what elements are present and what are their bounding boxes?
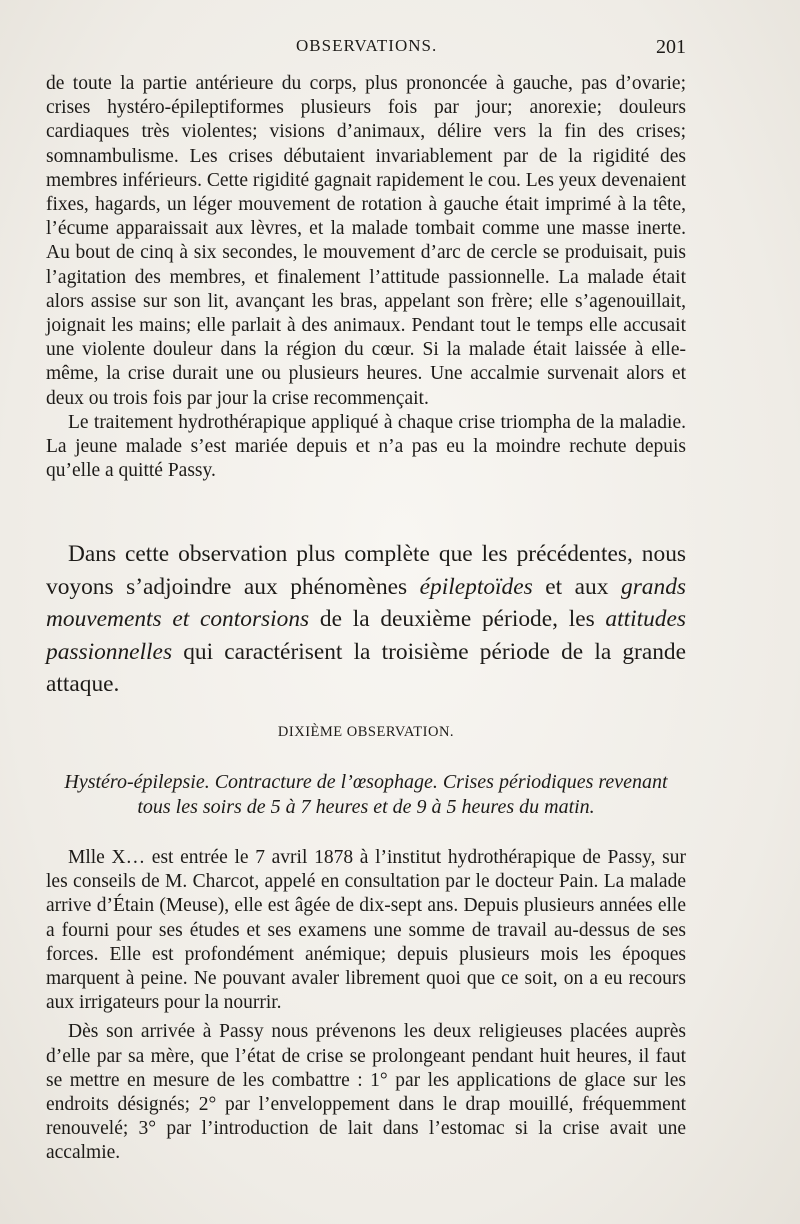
paragraph: Mlle X… est entrée le 7 avril 1878 à l’institut hydrothérapique de Passy, sur les conseils de M. Charcot, appelé en consultation par le docteur Pain. La malade arrive d’Étain (Meuse), elle est âgée de dix-sept ans. Depuis plusieurs années elle a fourni pour ses études et ses examens une somme de travail au-dessus de ses forces. Elle est profondément anémique; depuis plusieurs mois les époques marquent à peine. Ne pouvant avaler librement quoi que ce soit, on a eu recours aux irrigateurs pour la nourrir.	[46, 847, 686, 1014]
running-head	[46, 36, 686, 60]
case-text-top	[46, 72, 686, 483]
subtitle-line: Hystéro-épilepsie. Contracture de l’œsophage. Crises périodiques revenant	[64, 771, 668, 793]
emphasis-term: épileptoïdes	[419, 573, 533, 600]
commentary-text: de la deuxième période, les	[309, 606, 606, 632]
running-title: OBSERVATIONS.	[296, 36, 438, 55]
page-number: 201	[656, 36, 686, 58]
paragraph: Dès son arrivée à Passy nous prévenons les deux religieuses placées auprès d’elle par sa mère, que l’état de crise se prolongeant pendant huit heures, il faut se mettre en mesure de les combattre : 1° par les applications de glace sur les endroits désignés; 2° par l’enveloppement dans le drap mouillé, fréquemment renouvelé; 3° par l’introduction de lait dans l’estomac si la crise avait une accalmie.	[46, 1021, 686, 1164]
case-text-bottom	[46, 846, 686, 1166]
section-heading: DIXIÈME OBSERVATION.	[277, 724, 455, 740]
commentary-text: qui caractérisent la troisième période de la grande attaque.	[46, 638, 686, 697]
commentary-text: et aux	[532, 573, 621, 600]
paragraph: Le traitement hydrothérapique appliqué à chaque crise triompha de la maladie. La jeune malade s’est mariée depuis et n’a pas eu la moindre rechute depuis qu’elle a quitté Passy.	[46, 411, 686, 482]
emphasis-term: grands mouvements et contorsions	[46, 573, 686, 632]
commentary-text: Dans cette observation plus complète que les précédentes, nous voyons s’adjoindre aux phénomènes	[46, 541, 686, 600]
emphasis-term: attitudes passionnelles	[46, 606, 686, 665]
subtitle-line: tous les soirs de 5 à 7 heures et de 9 à 5 heures du matin.	[137, 796, 595, 818]
section-subtitle	[46, 770, 686, 820]
paragraph: de toute la partie antérieure du corps, plus prononcée à gauche, pas d’ovarie; crises hystéro-épileptiformes plusieurs fois par jour; anorexie; douleurs cardiaques très violentes; visions d’animaux, délire vers la fin des crises; somnambulisme. Les crises débutaient invariablement par de la rigidité des membres inférieurs. Cette rigidité gagnait rapidement le cou. Les yeux devenaient fixes, hagards, un léger mouvement de rotation à gauche était imprimé à la tête, l’écume apparaissait aux lèvres, et la malade tombait comme une masse inerte. Au bout de cinq à six secondes, le mouvement d’arc de cercle se produisait, puis l’agitation des membres, et finalement l’attitude passionnelle. La malade était alors assise sur son lit, avançant les bras, appelant son frère; elle s’agenouillait, joignait les mains; elle parlait à des animaux. Pendant tout le temps elle accusait une violente douleur dans la région du cœur. Si la malade était laissée à elle-même, la crise durait une ou plusieurs heures. Une accalmie survenait alors et deux ou trois fois par jour la crise recommençait.	[46, 73, 687, 409]
commentary-paragraph	[46, 538, 686, 701]
